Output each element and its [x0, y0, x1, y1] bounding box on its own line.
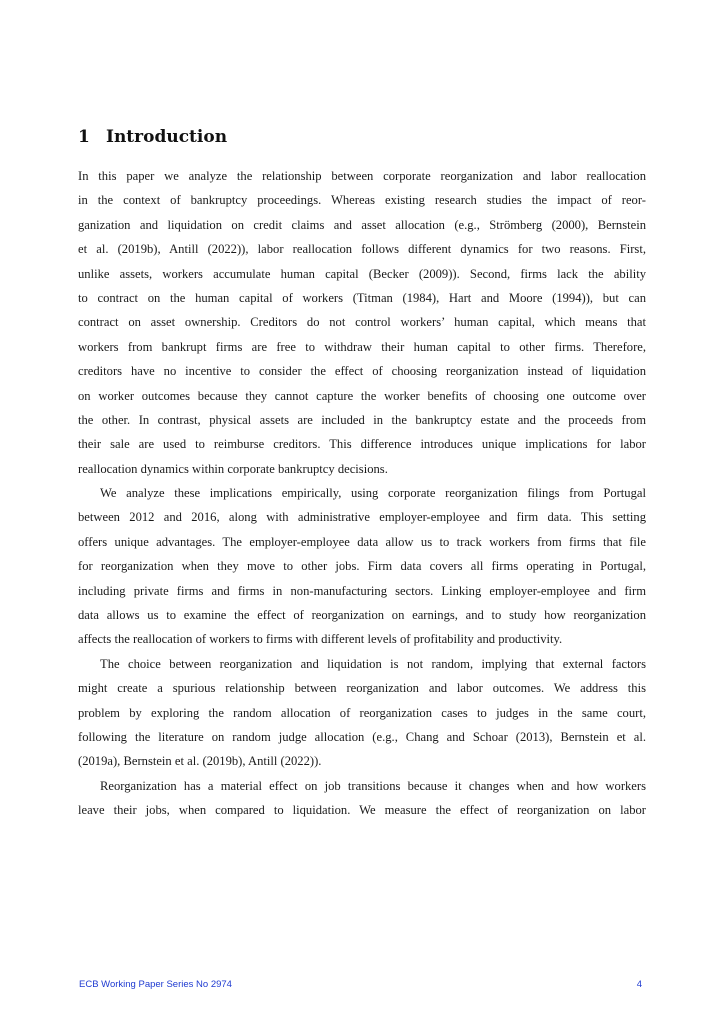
text-line: We analyze these implications empirically, using corporate reorganization filings from Portugal	[100, 486, 646, 501]
text-line: et al. (2019b), Antill (2022)), labor reallocation follows different dynamics for two reasons. First,	[78, 242, 646, 257]
paragraph-2	[78, 481, 646, 652]
text-line: the other. In contrast, physical assets are included in the bankruptcy estate and the proceeds from	[78, 412, 646, 427]
text-line: workers from bankrupt firms are free to withdraw their human capital to other firms. Therefore,	[78, 339, 646, 354]
text-line: Reorganization has a material effect on job transitions because it changes when and how workers	[100, 778, 646, 793]
paragraph-3	[78, 652, 646, 774]
text-line: for reorganization when they move to other jobs. Firm data covers all firms operating in Portugal,	[78, 559, 646, 574]
text-line: offers unique advantages. The employer-employee data allow us to track workers from firms that file	[78, 534, 646, 549]
text-line: might create a spurious relationship between reorganization and labor outcomes. We address this	[78, 681, 646, 696]
working-paper-series-link[interactable]: ECB Working Paper Series No 2974	[79, 979, 232, 990]
text-line: between 2012 and 2016, along with administrative employer-employee and firm data. This setting	[78, 510, 646, 525]
section-title: Introduction	[106, 127, 228, 147]
body-text	[78, 164, 646, 823]
text-line: contract on asset ownership. Creditors do not control workers’ human capital, which means that	[78, 315, 646, 330]
text-line: unlike assets, workers accumulate human capital (Becker (2009)). Second, firms lack the ability	[78, 266, 646, 281]
text-line: affects the reallocation of workers to firms with different levels of profitability and productivity.	[78, 632, 563, 647]
text-line: leave their jobs, when compared to liquidation. We measure the effect of reorganization on labor	[78, 803, 646, 818]
text-line: creditors have no incentive to consider the effect of choosing reorganization instead of liquidation	[78, 364, 646, 379]
text-line: data allows us to examine the effect of reorganization on earnings, and to study how reorganization	[78, 608, 646, 623]
paragraph-4	[78, 774, 646, 823]
text-line: to contract on the human capital of workers (Titman (1984), Hart and Moore (1994)), but can	[78, 290, 646, 305]
text-line: in the context of bankruptcy proceedings. Whereas existing research studies the impact of reor-	[78, 193, 646, 208]
paragraph-1	[78, 164, 646, 481]
text-line: on worker outcomes because they cannot capture the worker benefits of choosing one outcome over	[78, 388, 646, 403]
text-line: including private firms and firms in non-manufacturing sectors. Linking employer-employee and firm	[78, 583, 646, 598]
page-number: 4	[636, 979, 642, 990]
text-line: reallocation dynamics within corporate bankruptcy decisions.	[78, 461, 388, 476]
text-line: ganization and liquidation on credit claims and asset allocation (e.g., Strömberg (2000), Bernstein	[78, 217, 646, 232]
text-line: problem by exploring the random allocation of reorganization cases to judges in the same court,	[78, 705, 646, 720]
text-line: following the literature on random judge allocation (e.g., Chang and Schoar (2013), Bernstein et al.	[78, 729, 646, 744]
text-line: In this paper we analyze the relationship between corporate reorganization and labor reallocation	[78, 169, 646, 183]
section-number: 1	[78, 127, 90, 147]
text-line: their sale are used to reimburse creditors. This difference introduces unique implications for labor	[78, 437, 646, 452]
text-line: The choice between reorganization and liquidation is not random, implying that external factors	[100, 656, 646, 671]
section-heading	[78, 125, 227, 149]
text-line: (2019a), Bernstein et al. (2019b), Antill (2022)).	[78, 754, 322, 769]
